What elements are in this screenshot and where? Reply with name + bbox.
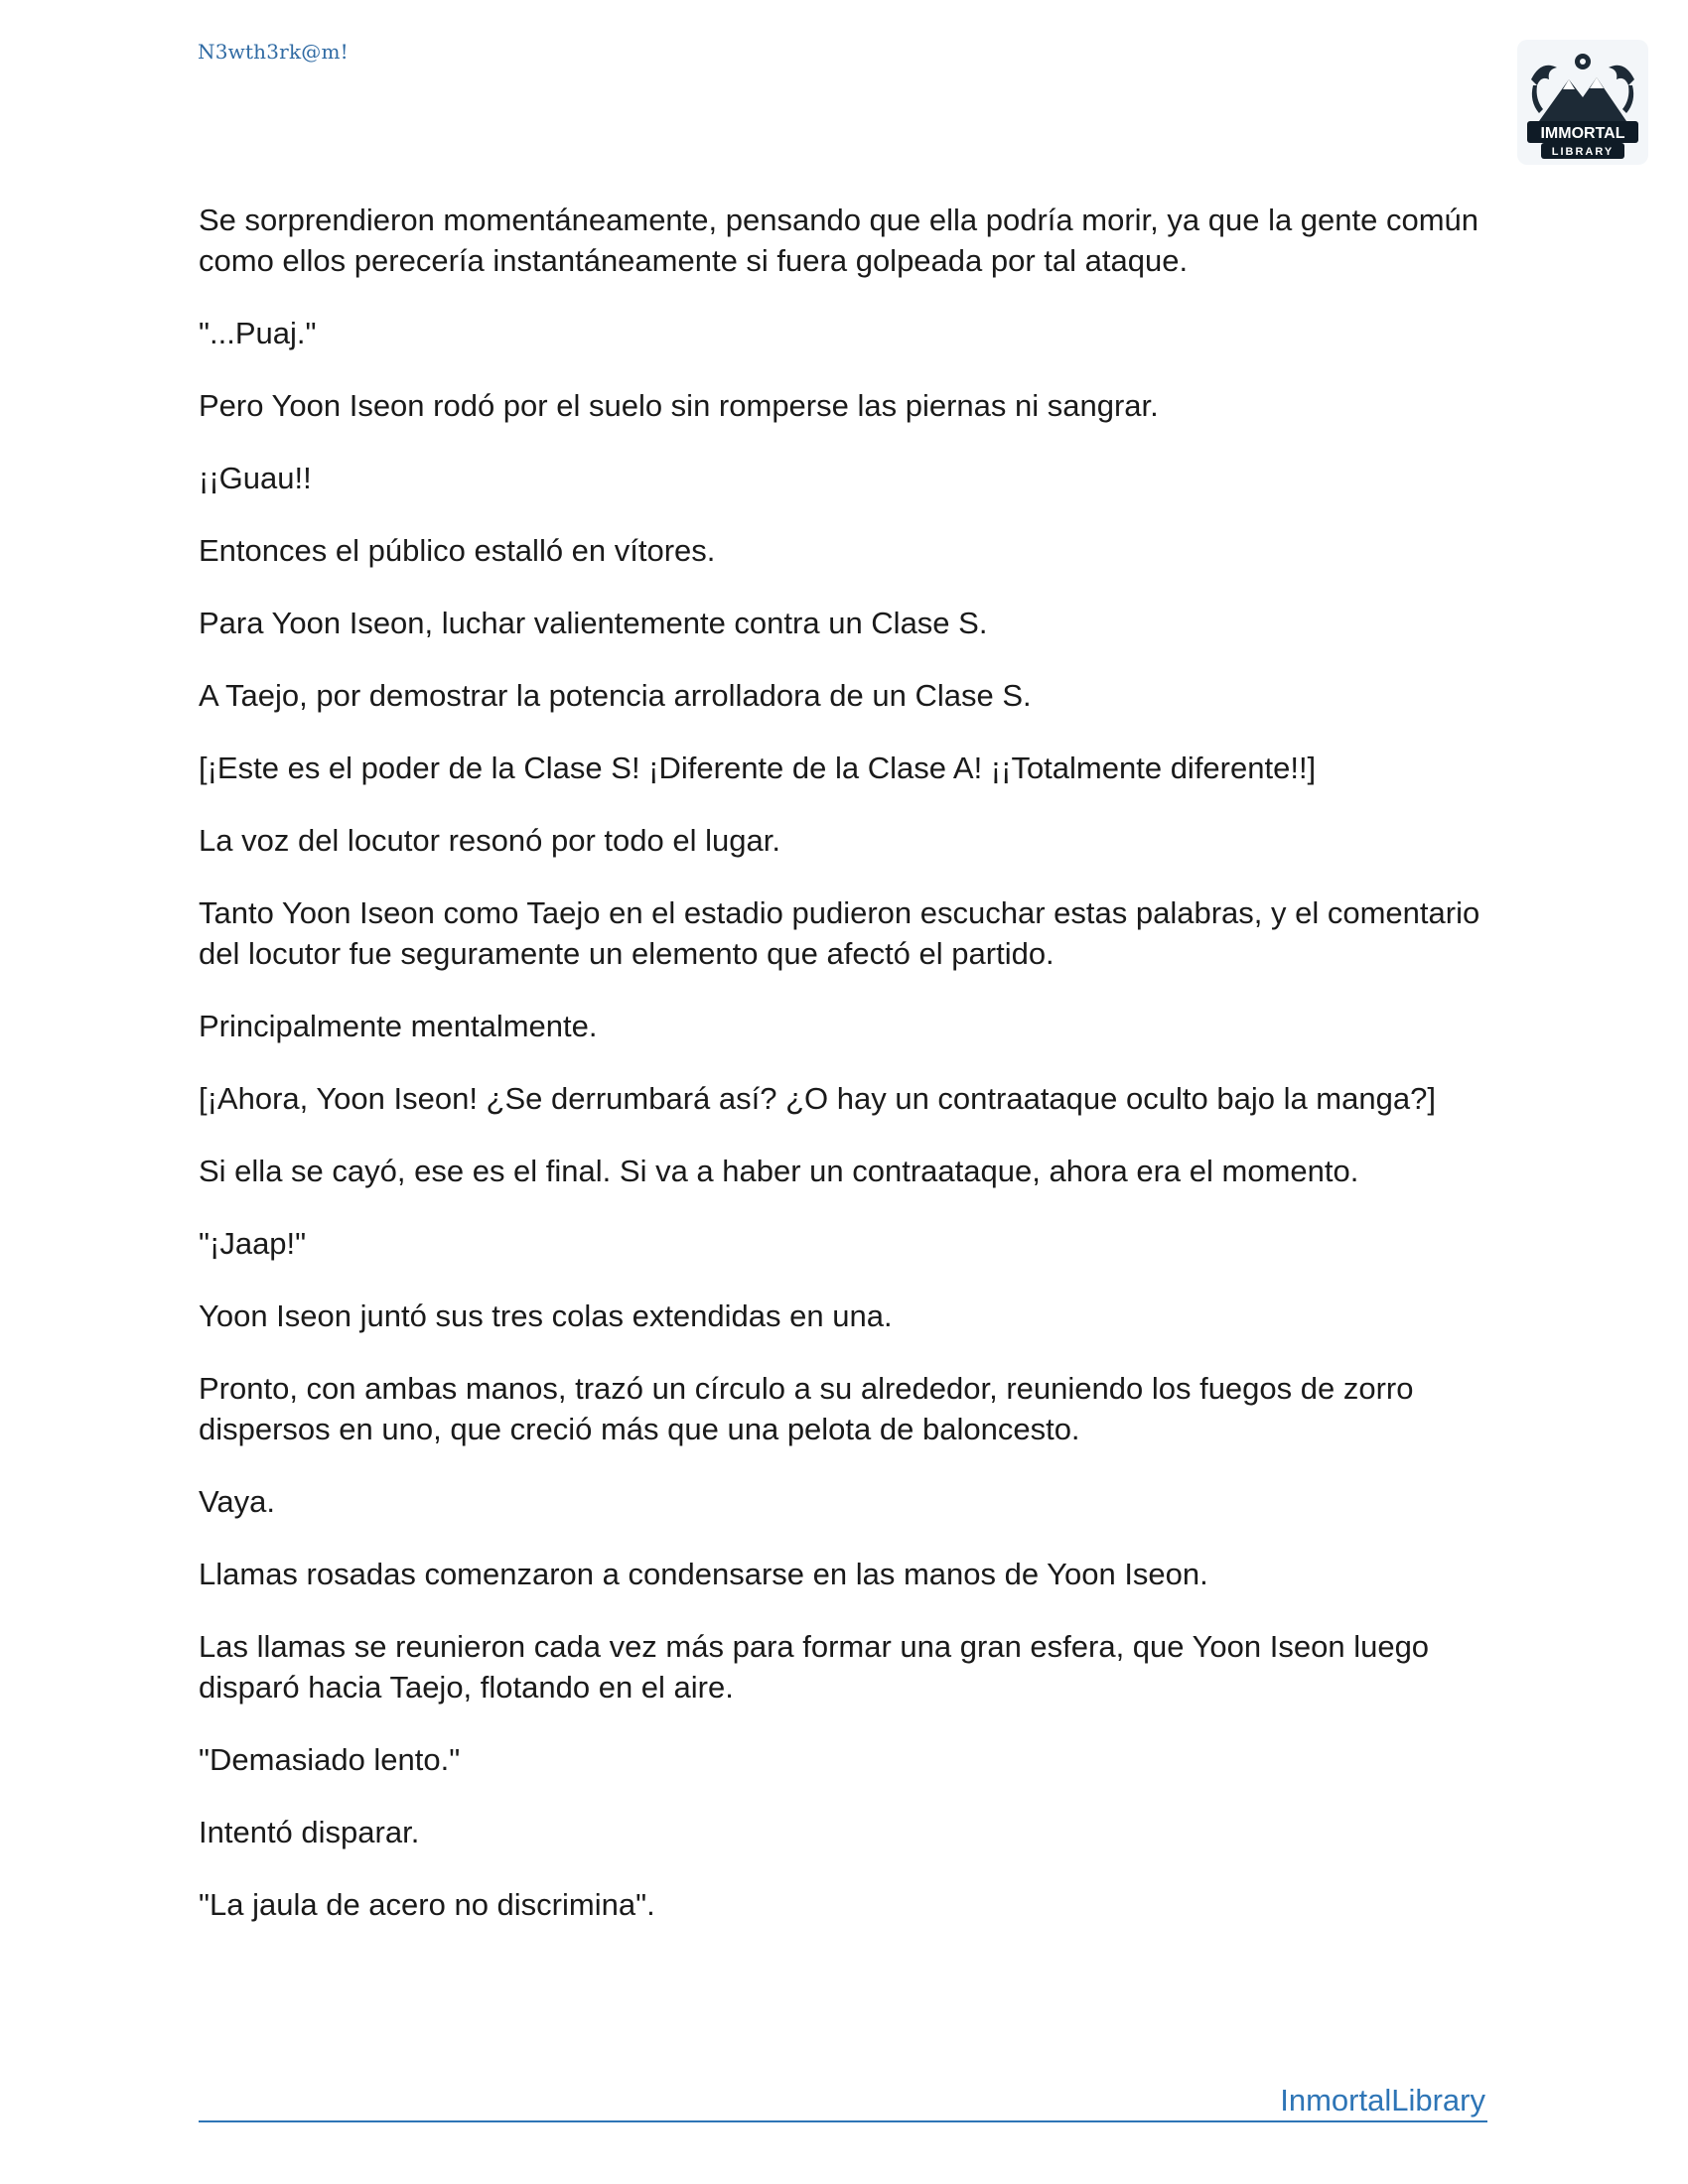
chapter-body [199, 200, 1489, 1957]
paragraph: [¡Este es el poder de la Clase S! ¡Diferente de la Clase A! ¡¡Totalmente diferente!!] [199, 751, 1317, 785]
paragraph: Vaya. [199, 1484, 275, 1519]
paragraph: "Demasiado lento." [199, 1742, 461, 1777]
paragraph: "La jaula de acero no discrimina". [199, 1887, 655, 1922]
immortal-library-logo [1517, 40, 1648, 165]
paragraph: Intentó disparar. [199, 1815, 420, 1849]
paragraph: Si ella se cayó, ese es el final. Si va a haber un contraataque, ahora era el momento. [199, 1154, 1359, 1188]
footer-link[interactable]: InmortalLibrary [1280, 2083, 1485, 2117]
paragraph: Pronto, con ambas manos, trazó un círculo a su alrededor, reuniendo los fuegos de zorro dispersos en uno, que creció más que una pelota de baloncesto. [199, 1371, 1414, 1446]
paragraph: A Taejo, por demostrar la potencia arrolladora de un Clase S. [199, 678, 1032, 713]
paragraph: Pero Yoon Iseon rodó por el suelo sin romperse las piernas ni sangrar. [199, 388, 1159, 423]
paragraph: Yoon Iseon juntó sus tres colas extendidas en una. [199, 1298, 893, 1333]
paragraph: La voz del locutor resonó por todo el lugar. [199, 823, 780, 858]
paragraph: "...Puaj." [199, 316, 317, 350]
paragraph: Tanto Yoon Iseon como Taejo en el estadio pudieron escuchar estas palabras, y el comentario del locutor fue seguramente un elemento que afectó el partido. [199, 895, 1480, 971]
logo-line1: IMMORTAL [1540, 125, 1625, 142]
paragraph: Se sorprendieron momentáneamente, pensando que ella podría morir, ya que la gente común como ellos perecería instantáneamente si fuera golpeada por tal ataque. [199, 203, 1479, 278]
paragraph: ¡¡Guau!! [199, 461, 312, 495]
paragraph: "¡Jaap!" [199, 1226, 307, 1261]
paragraph: Las llamas se reunieron cada vez más para formar una gran esfera, que Yoon Iseon luego disparó hacia Taejo, flotando en el aire. [199, 1629, 1430, 1705]
logo-emblem-icon [1517, 40, 1648, 165]
logo-line2: LIBRARY [1551, 146, 1615, 158]
paragraph: Para Yoon Iseon, luchar valientemente contra un Clase S. [199, 606, 988, 640]
footer-rule [199, 2075, 1487, 2122]
header-tag: N3wth3rk@m! [198, 40, 349, 64]
paragraph: Entonces el público estalló en vítores. [199, 533, 716, 568]
paragraph: Llamas rosadas comenzaron a condensarse en las manos de Yoon Iseon. [199, 1557, 1208, 1591]
paragraph: Principalmente mentalmente. [199, 1009, 598, 1043]
paragraph: [¡Ahora, Yoon Iseon! ¿Se derrumbará así? ¿O hay un contraataque oculto bajo la manga?] [199, 1081, 1436, 1116]
